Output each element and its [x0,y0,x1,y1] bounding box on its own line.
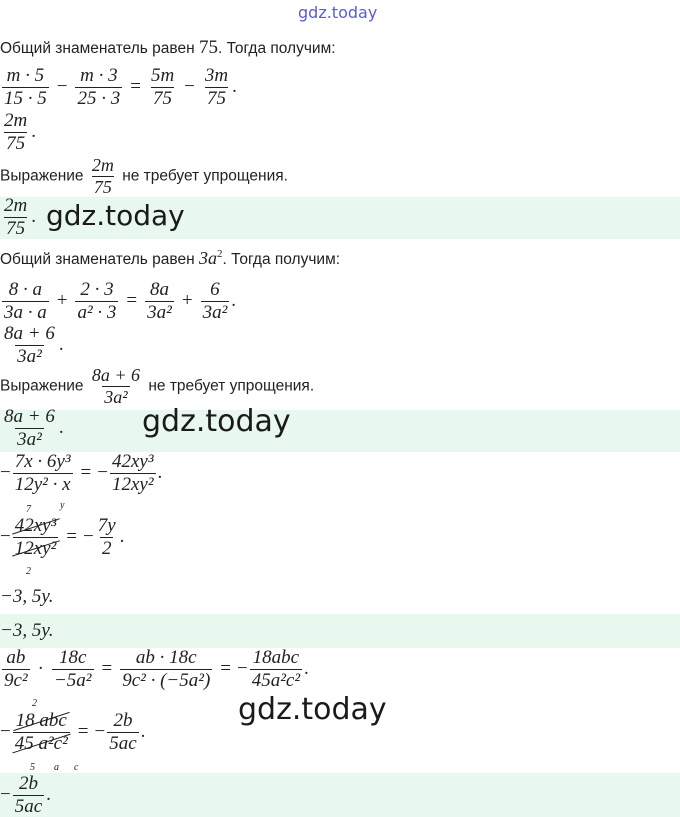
watermark-2: gdz.today [142,404,291,439]
part1-answer: $\frac{2m}{75}$ . [4,195,36,239]
answer-band-2 [0,410,680,452]
cancel-mark-a: a [54,762,59,773]
part3-answer: −3, 5y. [0,620,54,641]
part1-intro: Общий знаменатель равен 75. Тогда получим: [0,37,336,58]
part3-result: −3, 5y. [0,586,54,607]
cancel-mark-5: 5 [30,762,35,773]
answer-band-3 [0,614,680,648]
watermark-1: gdz.today [46,199,185,232]
part4-cancel: − $\frac{\text{18 abc}}{\text{45 a²c²}}$ = − $\frac{2b}{5ac}$ . [0,710,146,754]
part2-equation: $\frac{8 \cdot a}{3a \cdot a}$ + $\frac{2 \cdot 3}{\text{a² · 3}}$ = $\frac{8a}{\text{3a²}}$ + $\frac{6}{\text{3a²}}$ . [4,279,237,323]
part1-equation: $\frac{m \cdot 5}{15 \cdot 5}$ − $\frac{m \cdot 3}{25 \cdot 3}$ = $\frac{5m}{75}$ − $\frac{3m}{75}$ . [4,65,237,109]
answer-band-4 [0,773,680,817]
part4-equation: $\frac{ab}{\text{9c²}}$ · $\frac{18c}{\text{−5a²}}$ = $\frac{ab \cdot 18c}{\text{9c² · (−5a²)}}$ = − $\frac{\text{18abc}}{\text{45a²c²}}$ . [4,647,309,691]
part3-equation: − $\frac{\text{7x · 6y³}}{\text{12y² · x}}$ = − $\frac{\text{42xy³}}{\text{12xy²}}$ . [0,451,163,495]
cancel-mark-2b: 2 [32,698,37,709]
cancel-mark-7: 7 [26,504,31,515]
part1-statement: Выражение $\frac{2m}{75}$ не требует упрощения. [0,155,288,197]
part2-intro: Общий знаменатель равен $3a^2$. Тогда получим: [0,248,341,268]
site-header-link[interactable]: gdz.today [298,3,378,22]
cancel-mark-2: 2 [26,566,31,577]
cancel-mark-c: c [74,762,79,773]
part3-cancel: − $\frac{\text{42xy³}}{\text{12xy²}}$ = − $\frac{7y}{2}$ . [0,515,125,559]
part2-answer: $\frac{8a + 6}{\text{3a²}}$ . [4,406,64,450]
watermark-3: gdz.today [238,692,387,727]
part2-result: $\frac{8a + 6}{\text{3a²}}$ . [4,323,64,367]
part2-statement: Выражение $\frac{8a + 6}{\text{3a²}}$ не требует упрощения. [0,365,315,407]
cancel-mark-y: y [60,500,65,511]
part4-answer: − $\frac{2b}{5ac}$ . [0,773,51,817]
part1-result: $\frac{2m}{75}$ . [4,110,36,154]
